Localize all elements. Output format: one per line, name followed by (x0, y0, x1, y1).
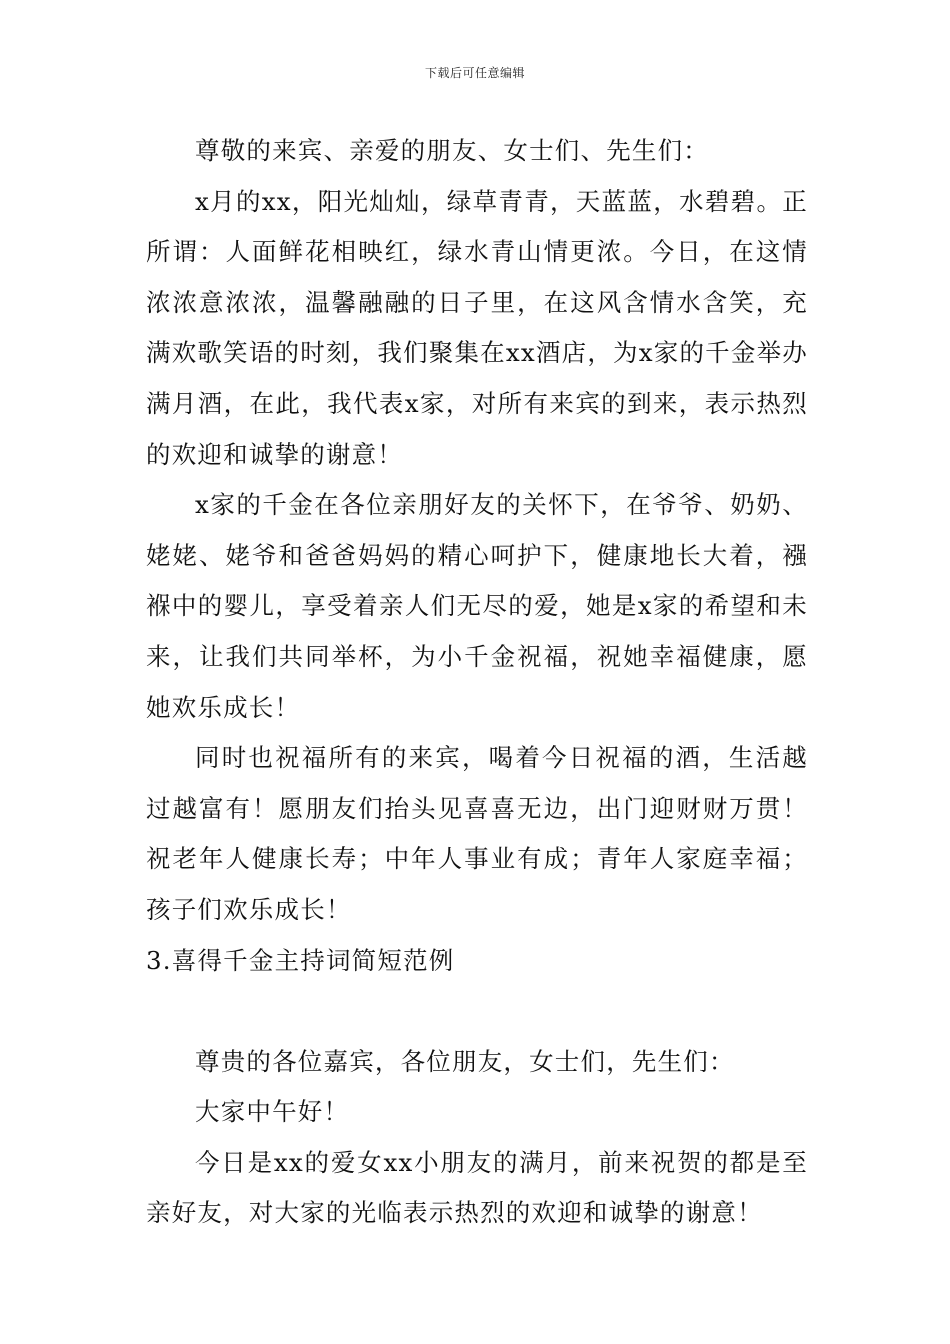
section-heading: 3.喜得千金主持词简短范例 (146, 945, 455, 975)
paragraph-occasion: 今日是xx的爱女xx小朋友的满月，前来祝贺的都是至亲好友，对大家的光临表示热烈的欢迎和诚挚的谢意！ (146, 1147, 808, 1228)
document-body (146, 126, 808, 1239)
paragraph-greeting-2: 尊贵的各位嘉宾，各位朋友，女士们，先生们： (195, 1046, 735, 1076)
blank-line (146, 986, 808, 1037)
paragraph-greeting: 尊敬的来宾、亲爱的朋友、女士们、先生们： (195, 136, 709, 165)
paragraph-blessing-guests: 同时也祝福所有的来宾，喝着今日祝福的酒，生活越过越富有！愿朋友们抬头见喜喜无边，出门迎财财万贯！祝老年人健康长寿；中年人事业有成；青年人家庭幸福；孩子们欢乐成长！ (146, 743, 808, 924)
paragraph-good-noon: 大家中午好！ (195, 1097, 350, 1127)
paragraph-blessing-baby: x家的千金在各位亲朋好友的关怀下，在爷爷、奶奶、姥姥、姥爷和爸爸妈妈的精心呵护下，健康地长大着，襁褓中的婴儿，享受着亲人们无尽的爱，她是x家的希望和未来，让我们共同举杯，为小千金祝福，祝她幸福健康，愿她欢乐成长！ (146, 490, 808, 722)
page-header-note: 下载后可任意编辑 (424, 66, 525, 80)
paragraph-opening: x月的xx，阳光灿灿，绿草青青，天蓝蓝，水碧碧。正所谓：人面鲜花相映红，绿水青山情更浓。今日，在这情浓浓意浓浓，温馨融融的日子里，在这风含情水含笑，充满欢歌笑语的时刻，我们聚集在xx酒店，为x家的千金举办满月酒，在此，我代表x家，对所有来宾的到来，表示热烈的欢迎和诚挚的谢意！ (146, 186, 808, 469)
